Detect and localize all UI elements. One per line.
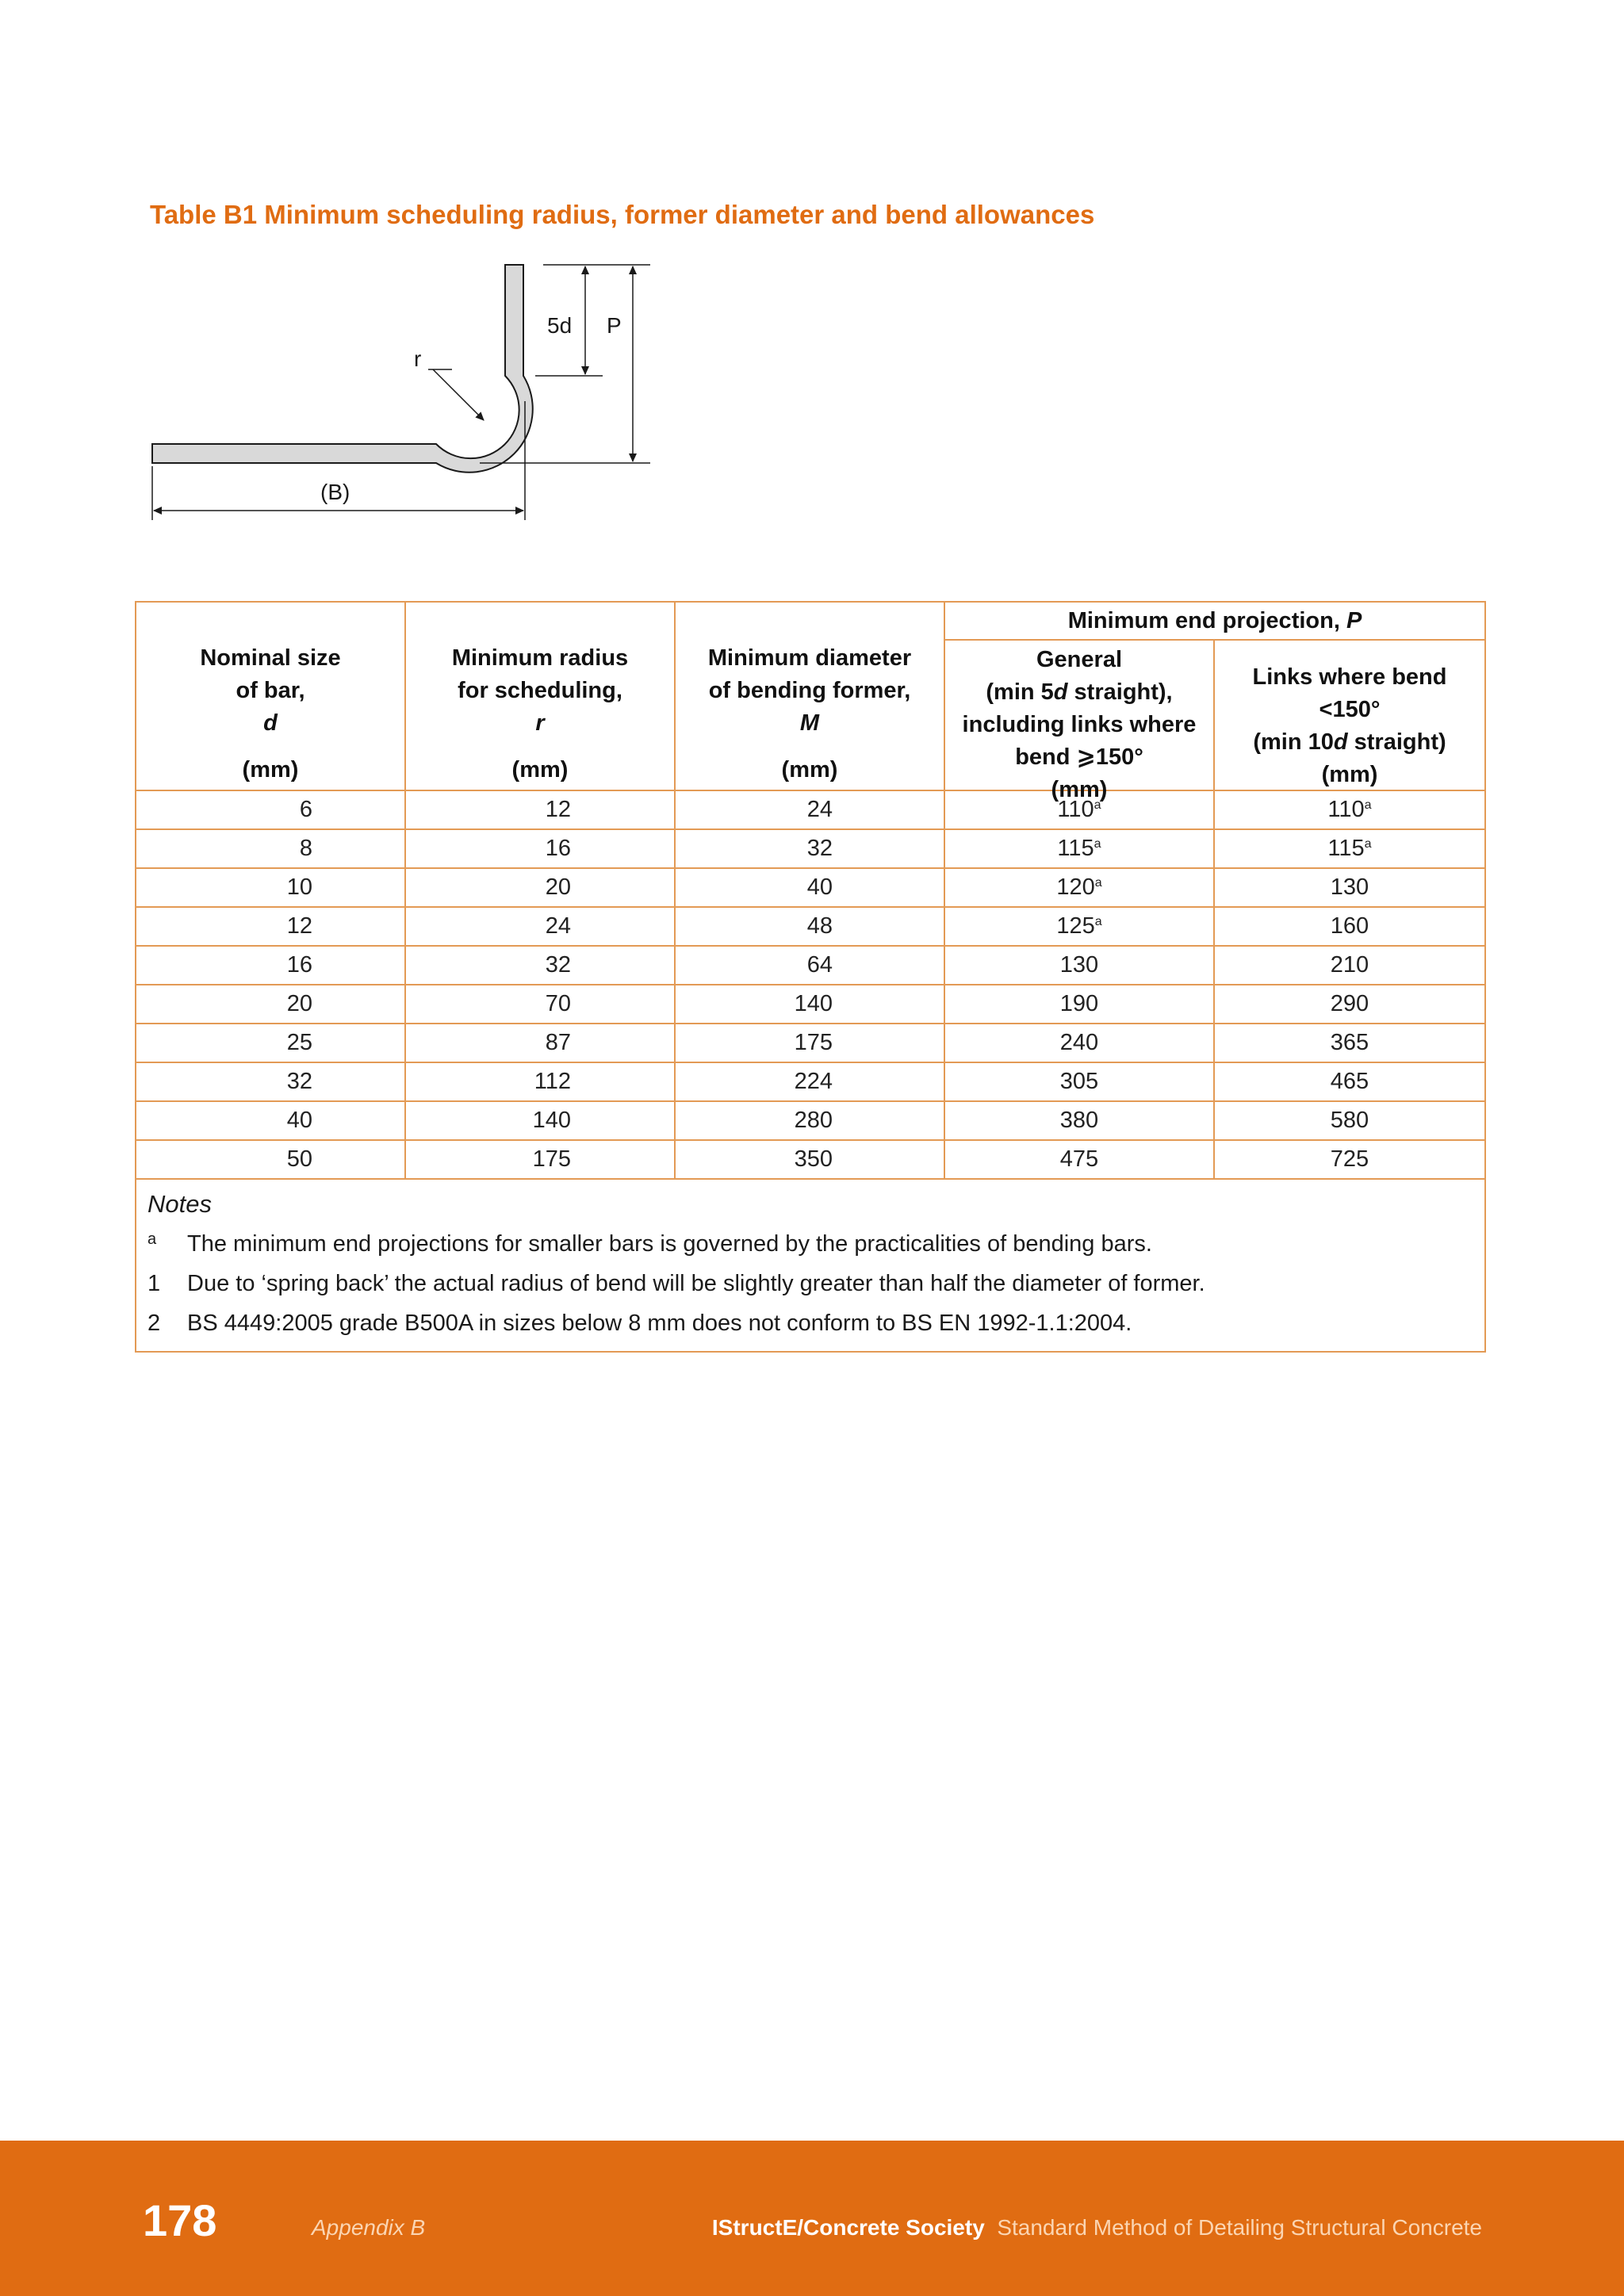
- header-general: General (min 5d straight), including links where bend ⩾150° (mm): [944, 640, 1214, 790]
- cell-gen: 115$^a$: [944, 829, 1214, 868]
- label-p: P: [607, 313, 622, 338]
- table-row: [136, 1101, 1485, 1140]
- cell-m: 32: [675, 829, 944, 868]
- cell-d: 10: [136, 868, 405, 907]
- footnote-marker: a: [1094, 915, 1102, 928]
- header-links: Links where bend <150° (min 10d straight) (mm): [1214, 640, 1485, 790]
- label-r: r: [414, 346, 422, 371]
- cell-gen: 190: [944, 985, 1214, 1024]
- header-min-diameter: Minimum diameter of bending former, M (mm): [675, 602, 944, 790]
- cell-d: 20: [136, 985, 405, 1024]
- cell-links: 290: [1214, 985, 1485, 1024]
- cell-links: 365: [1214, 1024, 1485, 1062]
- cell-gen: 125$^a$: [944, 907, 1214, 946]
- bent-bar-shape: [152, 265, 533, 473]
- cell-m: 224: [675, 1062, 944, 1101]
- cell-d: 50: [136, 1140, 405, 1179]
- page-footer: [0, 2141, 1624, 2296]
- note-2: 2 BS 4449:2005 grade B500A in sizes below 8 mm does not conform to BS EN 1992-1.1:2004.: [147, 1311, 1132, 1336]
- page-number: 178: [143, 2195, 217, 2245]
- cell-links: 110$^a$: [1214, 790, 1485, 829]
- cell-links: 115$^a$: [1214, 829, 1485, 868]
- table-row: [136, 868, 1485, 907]
- note-1: 1 Due to ‘spring back’ the actual radius of bend will be slightly greater than half the diameter of former.: [147, 1271, 1205, 1296]
- cell-links: 160: [1214, 907, 1485, 946]
- cell-r: 87: [405, 1024, 675, 1062]
- cell-gen: 110$^a$: [944, 790, 1214, 829]
- cell-gen: 305: [944, 1062, 1214, 1101]
- notes-section: [136, 1179, 1485, 1352]
- table-row: [136, 1140, 1485, 1179]
- footnote-marker: a: [1094, 876, 1102, 890]
- cell-gen: 380: [944, 1101, 1214, 1140]
- table-row: [136, 1062, 1485, 1101]
- footnote-marker: a: [1364, 837, 1372, 851]
- cell-m: 40: [675, 868, 944, 907]
- footnote-marker: a: [1094, 798, 1101, 812]
- cell-r: 140: [405, 1101, 675, 1140]
- table-row: [136, 907, 1485, 946]
- table-title: Table B1 Minimum scheduling radius, former diameter and bend allowances: [150, 200, 1095, 229]
- cell-gen: 240: [944, 1024, 1214, 1062]
- cell-d: 25: [136, 1024, 405, 1062]
- cell-m: 48: [675, 907, 944, 946]
- cell-r: 112: [405, 1062, 675, 1101]
- cell-m: 280: [675, 1101, 944, 1140]
- cell-links: 725: [1214, 1140, 1485, 1179]
- cell-r: 175: [405, 1140, 675, 1179]
- cell-d: 16: [136, 946, 405, 985]
- bend-allowance-table: [135, 601, 1486, 1353]
- cell-m: 64: [675, 946, 944, 985]
- cell-d: 12: [136, 907, 405, 946]
- cell-m: 175: [675, 1024, 944, 1062]
- publication-line: [712, 2215, 1482, 2241]
- cell-d: 40: [136, 1101, 405, 1140]
- section-label: Appendix B: [312, 2215, 426, 2240]
- header-min-radius: Minimum radius for scheduling, r (mm): [405, 602, 675, 790]
- table-row: [136, 946, 1485, 985]
- cell-links: 210: [1214, 946, 1485, 985]
- cell-r: 20: [405, 868, 675, 907]
- table-row: [136, 1024, 1485, 1062]
- header-nominal-size: Nominal size of bar, d (mm): [136, 602, 405, 790]
- cell-links: 130: [1214, 868, 1485, 907]
- bent-bar-diagram: [143, 258, 666, 528]
- cell-d: 6: [136, 790, 405, 829]
- cell-d: 32: [136, 1062, 405, 1101]
- book-title: Standard Method of Detailing Structural Concrete: [997, 2215, 1482, 2240]
- label-5d: 5d: [547, 313, 573, 338]
- cell-r: 16: [405, 829, 675, 868]
- publisher: IStructE/Concrete Society: [711, 2215, 985, 2240]
- cell-links: 465: [1214, 1062, 1485, 1101]
- cell-m: 140: [675, 985, 944, 1024]
- cell-m: 24: [675, 790, 944, 829]
- cell-gen: 130: [944, 946, 1214, 985]
- header-min-end-projection: Minimum end projection, P: [944, 602, 1485, 640]
- label-b: (B): [320, 480, 350, 504]
- cell-r: 70: [405, 985, 675, 1024]
- notes-title: Notes: [147, 1190, 212, 1218]
- table-row: [136, 985, 1485, 1024]
- table-row: [136, 829, 1485, 868]
- cell-r: 32: [405, 946, 675, 985]
- cell-m: 350: [675, 1140, 944, 1179]
- cell-links: 580: [1214, 1101, 1485, 1140]
- cell-d: 8: [136, 829, 405, 868]
- cell-r: 24: [405, 907, 675, 946]
- table-row: [136, 790, 1485, 829]
- cell-r: 12: [405, 790, 675, 829]
- footnote-marker: a: [1364, 798, 1372, 812]
- note-a: a The minimum end projections for smaller bars is governed by the practicalities of bending bars.: [147, 1230, 1152, 1257]
- footnote-marker: a: [1094, 837, 1101, 851]
- cell-gen: 475: [944, 1140, 1214, 1179]
- cell-gen: 120$^a$: [944, 868, 1214, 907]
